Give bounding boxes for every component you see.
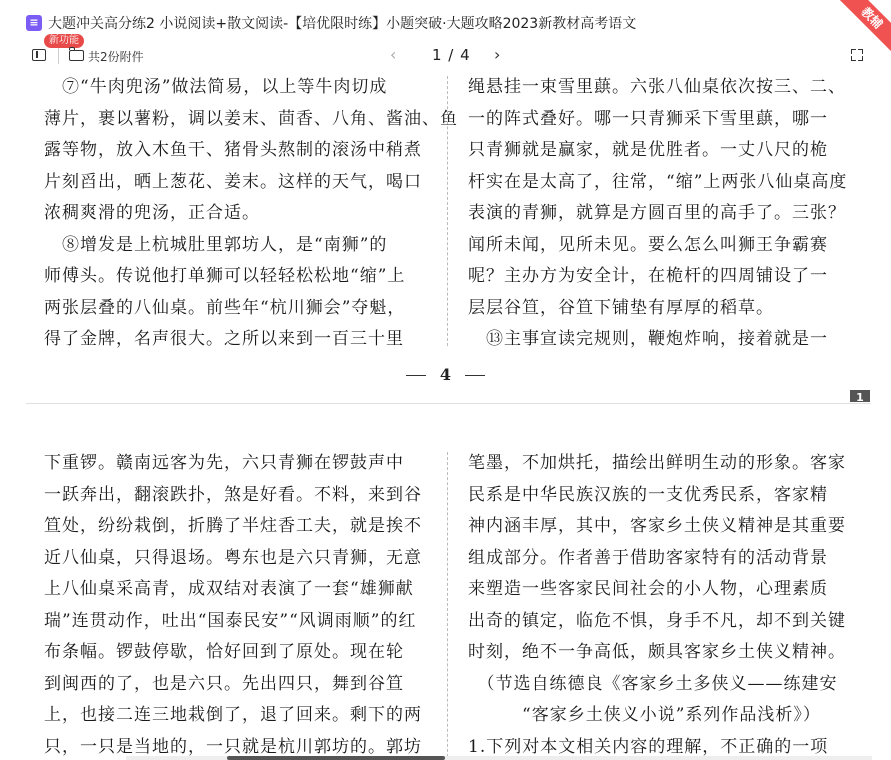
text-line: 两张层叠的八仙桌。前些年“杭川狮会”夺魁，	[44, 297, 406, 318]
text-line: 绳悬挂一束雪里蕻。六张八仙桌依次按三、二、	[468, 77, 846, 97]
text-line: 呢？主办方为安全计，在桅杆的四周铺设了一	[468, 266, 828, 286]
document-title: 大题冲关高分练2 小说阅读+散文阅读-【培优限时练】小题突破·大题攻略2023新教材高考语文	[48, 16, 637, 32]
text-line: 近八仙桌，只得退场。粤东也是六只青狮，无意	[44, 547, 422, 568]
next-page-button[interactable]: ›	[494, 45, 501, 64]
attachments-button[interactable]: 共2份附件	[88, 50, 144, 64]
text-line: 层层谷笪，谷笪下铺垫有厚厚的稻草。	[468, 297, 774, 318]
column-divider	[447, 452, 448, 760]
text-line: 笔墨，不加烘托，描绘出鲜明生动的形象。客家	[468, 453, 846, 473]
text-line: 浓稠爽滑的兜汤，正合适。	[44, 203, 260, 223]
fullscreen-icon[interactable]	[851, 49, 863, 61]
text-line: “客家乡土侠义小说”系列作品浅析》）	[468, 705, 821, 725]
new-feature-badge[interactable]: 新功能	[44, 34, 84, 48]
page-indicator: 1 / 4	[432, 46, 471, 64]
text-line: （节选自练德良《客家乡土多侠义——练建安	[468, 673, 838, 694]
text-line: 瑞”连贯动作，吐出“国泰民安”“风调雨顺”的红	[44, 610, 417, 631]
folder-icon[interactable]	[69, 50, 84, 61]
text-line: 神内涵丰厚，其中，客家乡土侠义精神是其重要	[468, 516, 846, 536]
toolbar-divider	[58, 48, 59, 64]
text-line: 只，一只是当地的，一只就是杭川郭坊的。郭坊	[44, 736, 422, 757]
text-line: 来塑造一些客家民间社会的小人物，心理素质	[468, 579, 828, 599]
page-number: 4	[0, 365, 891, 384]
text-line: 得了金牌，名声很大。之所以来到一百三十里	[44, 329, 404, 349]
text-line: ⑧增发是上杭城肚里郭坊人，是“南狮”的	[44, 234, 388, 255]
document-page-1	[0, 70, 891, 402]
page2-right-column	[468, 448, 863, 760]
text-line: 师傅头。传说他打单狮可以轻轻松松地“缩”上	[44, 266, 406, 286]
text-line: 出奇的镇定，临危不惧，身手不凡，却不到关键	[468, 610, 846, 631]
column-divider	[447, 76, 448, 346]
page-tag: 1	[850, 390, 870, 402]
text-line: 1.下列对本文相关内容的理解，不正确的一项	[468, 736, 829, 757]
text-line: 到闽西的了，也是六只。先出四只，舞到谷笪	[44, 673, 404, 694]
text-line: 薄片，裹以薯粉，调以姜末、茴香、八角、酱油、鱼	[44, 108, 458, 129]
text-line: 布条幅。锣鼓停歇，恰好回到了原处。现在轮	[44, 642, 404, 662]
text-line: 露等物，放入木鱼干、猪骨头熬制的滚汤中稍煮	[44, 140, 422, 160]
horizontal-scrollbar-thumb[interactable]	[227, 756, 445, 760]
document-page-2	[0, 404, 891, 760]
text-line: 时刻，绝不一争高低，颇具客家乡土侠义精神。	[468, 642, 846, 662]
page1-right-column	[468, 72, 863, 356]
sidebar-toggle-icon[interactable]	[32, 49, 46, 61]
text-line: ⑬主事宣读完规则，鞭炮炸响，接着就是一	[468, 329, 828, 349]
page1-left-column	[44, 72, 458, 356]
text-line: 闻所未闻，见所未见。要么怎么叫狮王争霸赛	[468, 234, 828, 255]
text-line: 组成部分。作者善于借助客家特有的活动背景	[468, 547, 828, 568]
text-line: 一的阵式叠好。哪一只青狮采下雪里蕻，哪一	[468, 108, 828, 129]
text-line: 上，也接二连三地栽倒了，退了回来。剩下的两	[44, 705, 422, 725]
top-toolbar	[0, 0, 891, 70]
text-line: 下重锣。赣南远客为先，六只青狮在锣鼓声中	[44, 453, 404, 473]
text-line: 一跃奔出，翻滚跌扑，煞是好看。不料，来到谷	[44, 484, 422, 505]
text-line: 片刻舀出，晒上葱花、姜末。这样的天气，喝口	[44, 171, 422, 192]
text-line: 上八仙桌采高青，成双结对表演了一套“雄狮献	[44, 579, 414, 599]
previous-page-button[interactable]: ‹	[390, 45, 397, 64]
text-line: 笪处，纷纷栽倒，折腾了半炷香工夫，就是挨不	[44, 516, 422, 536]
page2-left-column	[44, 448, 434, 760]
document-icon: ≡	[26, 15, 42, 31]
text-line: 杆实在是太高了，往常，“缩”上两张八仙桌高度	[468, 171, 848, 192]
corner-ribbon: 教辅	[833, 0, 891, 57]
text-line: 民系是中华民族汉族的一支优秀民系，客家精	[468, 484, 828, 505]
text-line: ⑦“牛肉兜汤”做法简易，以上等牛肉切成	[44, 77, 388, 97]
text-line: 只青狮就是赢家，就是优胜者。一丈八尺的桅	[468, 140, 828, 160]
text-line: 表演的青狮，就算是方圆百里的高手了。三张？	[468, 203, 846, 223]
